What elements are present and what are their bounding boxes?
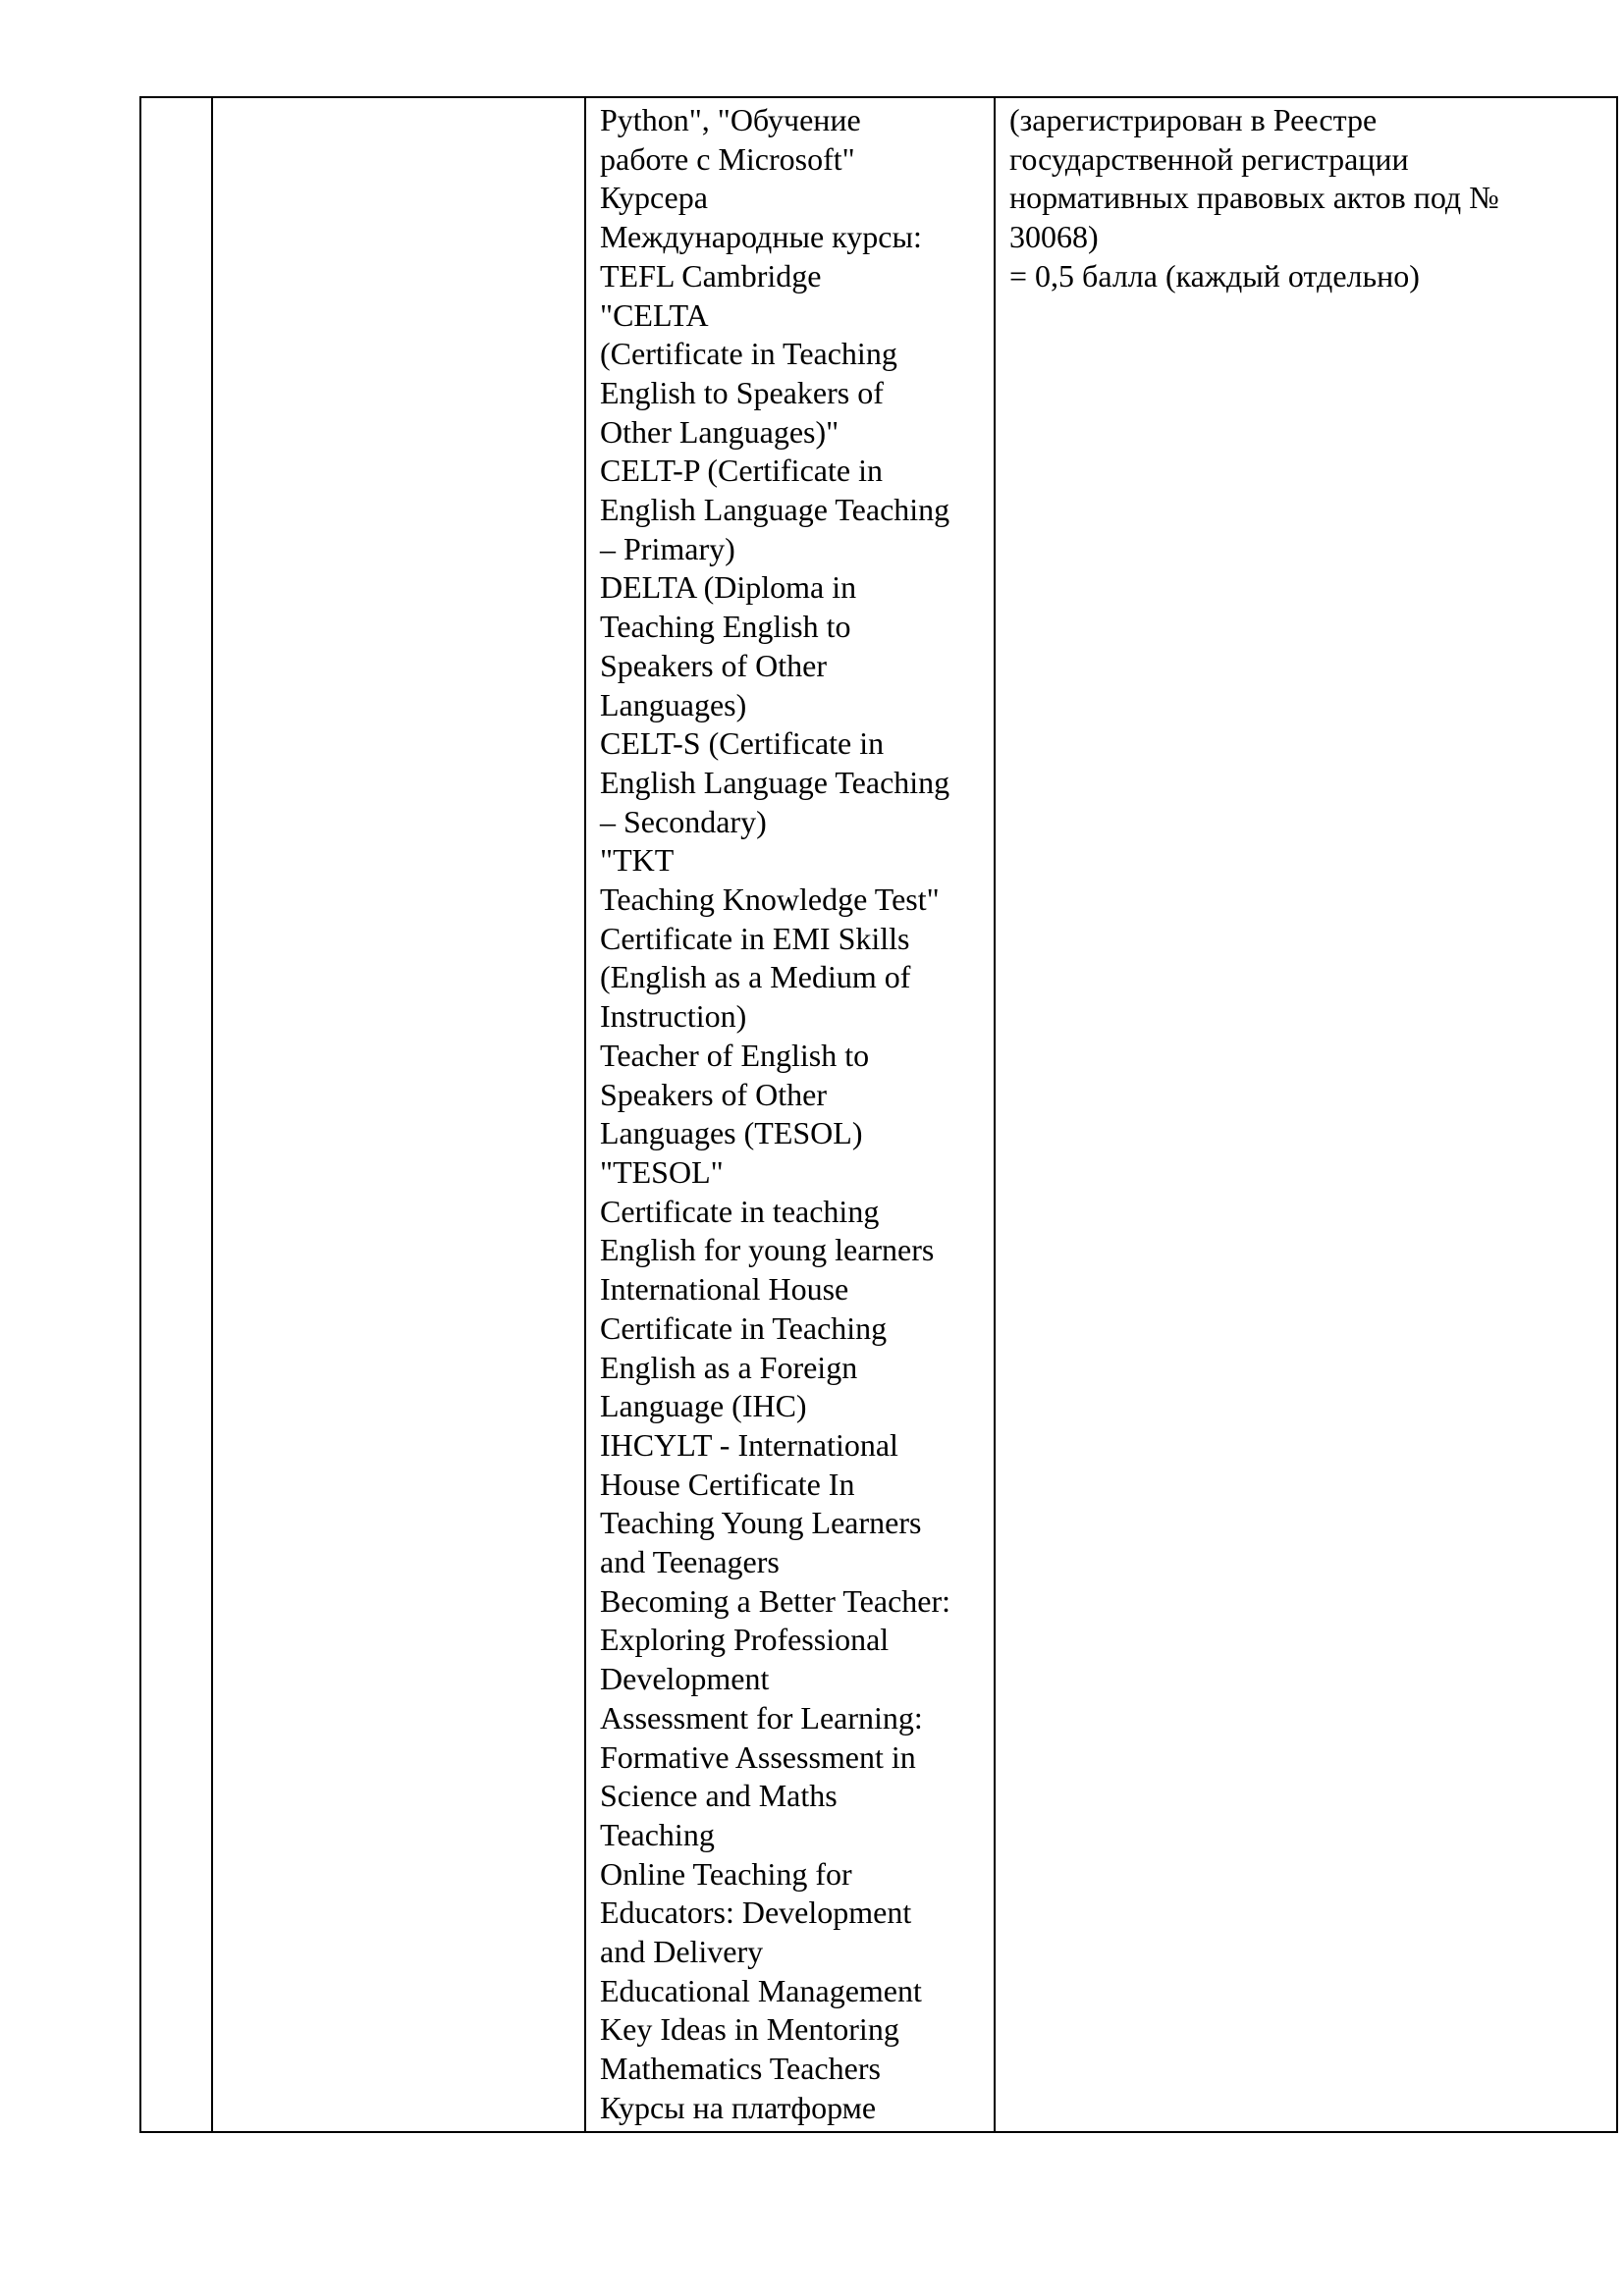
text-line: IHCYLT - International — [600, 1426, 898, 1463]
cell-courses — [585, 97, 995, 2132]
text-line: Development — [600, 1661, 770, 1697]
text-line: "TKT — [600, 842, 675, 879]
text-line: CELT-S (Certificate in — [600, 725, 885, 762]
text-line: Международные курсы: — [600, 219, 922, 255]
scoring-text — [996, 98, 1616, 296]
text-line: = 0,5 балла (каждый отдельно) — [1009, 257, 1420, 294]
text-line: Language (IHC) — [600, 1388, 807, 1424]
text-line: (English as a Medium of — [600, 959, 911, 995]
text-line: Курсера — [600, 180, 708, 216]
text-line: English for young learners — [600, 1232, 935, 1268]
text-line: Educational Management — [600, 1972, 922, 2008]
text-line: English Language Teaching — [600, 764, 950, 800]
text-line: Educators: Development — [600, 1895, 912, 1931]
text-line: Certificate in EMI Skills — [600, 920, 910, 956]
text-line: DELTA (Diploma in — [600, 569, 857, 606]
text-line: "CELTA — [600, 296, 709, 333]
text-line: Курсы на платформе — [600, 2089, 877, 2125]
text-line: and Delivery — [600, 1934, 764, 1970]
text-line: Speakers of Other — [600, 1076, 828, 1112]
text-line: CELT-P (Certificate in — [600, 453, 883, 489]
text-line: International House — [600, 1271, 849, 1308]
text-line: 30068) — [1009, 219, 1099, 255]
text-line: Key Ideas in Mentoring — [600, 2011, 899, 2048]
text-line: Languages) — [600, 686, 747, 722]
text-line: Mathematics Teachers — [600, 2051, 881, 2087]
text-line: Python", "Обучение — [600, 102, 861, 137]
document-table — [139, 96, 1618, 2133]
text-line: Becoming a Better Teacher: — [600, 1582, 951, 1619]
text-line: Online Teaching for — [600, 1855, 852, 1892]
text-line: Exploring Professional — [600, 1622, 890, 1658]
cell-criterion — [212, 97, 585, 2132]
text-line: Other Languages)" — [600, 413, 839, 450]
text-line: работе с Microsoft" — [600, 140, 855, 177]
text-line: Speakers of Other — [600, 647, 828, 683]
text-line: нормативных правовых актов под № — [1009, 180, 1499, 216]
text-line: English as a Foreign — [600, 1349, 858, 1385]
text-line: Formative Assessment in — [600, 1738, 916, 1775]
text-line: Assessment for Learning: — [600, 1699, 923, 1735]
text-line: Teaching English to — [600, 609, 851, 645]
text-line: Languages (TESOL) — [600, 1115, 863, 1151]
text-line: Teaching Knowledge Test" — [600, 881, 940, 918]
text-line: English to Speakers of — [600, 374, 884, 410]
text-line: Science and Maths — [600, 1778, 838, 1814]
courses-list — [586, 98, 994, 2128]
cell-number — [140, 97, 212, 2132]
text-line: (Certificate in Teaching — [600, 336, 897, 372]
text-line: – Primary) — [600, 530, 735, 566]
text-line: English Language Teaching — [600, 492, 950, 528]
text-line: "TESOL" — [600, 1153, 724, 1190]
text-line: Teaching — [600, 1816, 715, 1852]
text-line: государственной регистрации — [1009, 140, 1409, 177]
cell-scoring — [995, 97, 1617, 2132]
text-line: – Secondary) — [600, 803, 767, 839]
text-line: TEFL Cambridge — [600, 257, 822, 294]
text-line: (зарегистрирован в Реестре — [1009, 102, 1378, 137]
text-line: House Certificate In — [600, 1466, 855, 1502]
text-line: Instruction) — [600, 998, 747, 1035]
text-line: Teacher of English to — [600, 1037, 870, 1073]
text-line: Certificate in Teaching — [600, 1309, 888, 1346]
text-line: and Teenagers — [600, 1544, 780, 1580]
table-row — [140, 97, 1617, 2132]
text-line: Certificate in teaching — [600, 1193, 880, 1229]
text-line: Teaching Young Learners — [600, 1505, 922, 1541]
